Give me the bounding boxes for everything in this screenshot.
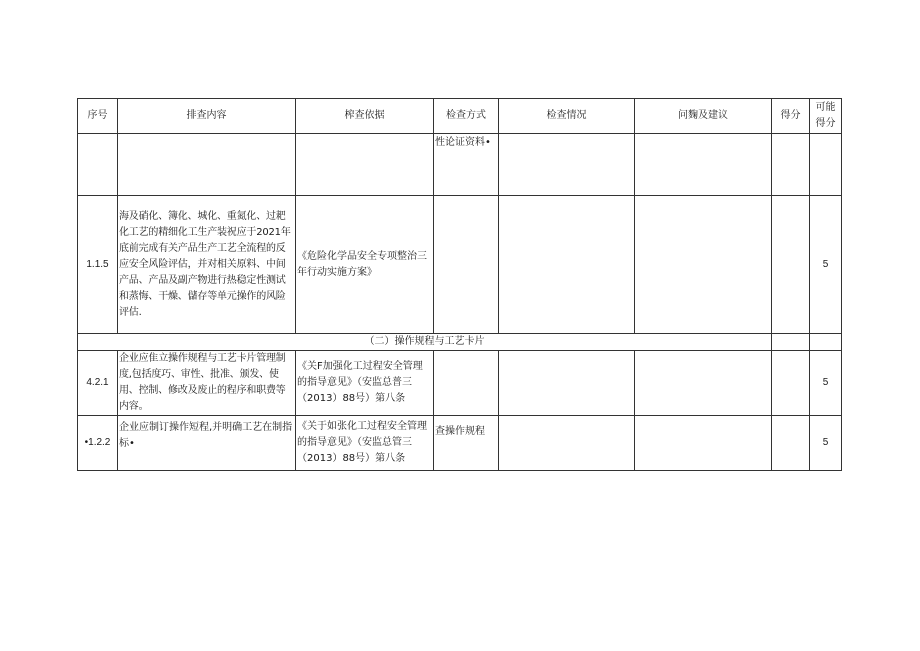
row-basis [296, 134, 434, 196]
table-row [78, 416, 842, 471]
section-row [78, 334, 842, 351]
row-content [118, 134, 296, 196]
section-title: （二）操作规程与工艺卡片 [78, 334, 772, 351]
row-method: 查操作规程 [434, 416, 499, 471]
row-situation [499, 416, 635, 471]
row-score [772, 196, 810, 334]
row-possible: 5 [810, 351, 842, 416]
row-possible: 5 [810, 196, 842, 334]
header-score: 得分 [772, 99, 810, 134]
row-possible [810, 134, 842, 196]
table-row [78, 134, 842, 196]
row-situation [499, 351, 635, 416]
header-possible: 可能得分 [810, 99, 842, 134]
row-method [434, 196, 499, 334]
row-basis: 《关于如张化工过程安全管理的指导意见》（安监总管三（2013）88号）第八条 [296, 416, 434, 471]
row-content: 企业应隹立操作规程与工艺卡片管理制度,包括度巧、审性、批准、颁发、使用、控制、修改及废止的程序和职费等内容。 [118, 351, 296, 416]
row-method: 性论证资料• [434, 134, 499, 196]
row-issues [635, 416, 772, 471]
row-issues [635, 134, 772, 196]
header-basis: 榨查依据 [296, 99, 434, 134]
row-situation [499, 196, 635, 334]
header-seq: 序号 [78, 99, 118, 134]
row-seq: •1.2.2 [78, 416, 118, 471]
row-content: 海及硝化、簿化、城化、重氮化、过耙化工艺的精细化工生产装祝应于2021年底前完成有关产品生产工艺全流程的反应安全风险评估，并对相关原料、中间产品、产品及副产物进行热稳定性测试和蒸悔、干燥、儲存等单元操作的风险评估. [118, 196, 296, 334]
row-score [772, 134, 810, 196]
header-situation: 检查情况 [499, 99, 635, 134]
table-row [78, 196, 842, 334]
row-method [434, 351, 499, 416]
section-score [772, 334, 810, 351]
row-seq [78, 134, 118, 196]
row-content: 企业应制订操作短程,并明确工艺在制指标• [118, 416, 296, 471]
row-score [772, 351, 810, 416]
header-method: 检查方式 [434, 99, 499, 134]
row-possible: 5 [810, 416, 842, 471]
row-basis: 《关F加强化工过程安全管理的指导意见》（安监总普三（2013）88号）第八条 [296, 351, 434, 416]
row-situation [499, 134, 635, 196]
row-issues [635, 351, 772, 416]
row-seq: 1.1.5 [78, 196, 118, 334]
header-row [78, 99, 842, 134]
header-issues: 问麴及建议 [635, 99, 772, 134]
row-score [772, 416, 810, 471]
inspection-table [77, 98, 842, 471]
table-row [78, 351, 842, 416]
row-basis: 《危险化学品安全专项整治三年行动实施方案》 [296, 196, 434, 334]
header-content: 排查内容 [118, 99, 296, 134]
row-seq: 4.2.1 [78, 351, 118, 416]
section-possible [810, 334, 842, 351]
row-issues [635, 196, 772, 334]
